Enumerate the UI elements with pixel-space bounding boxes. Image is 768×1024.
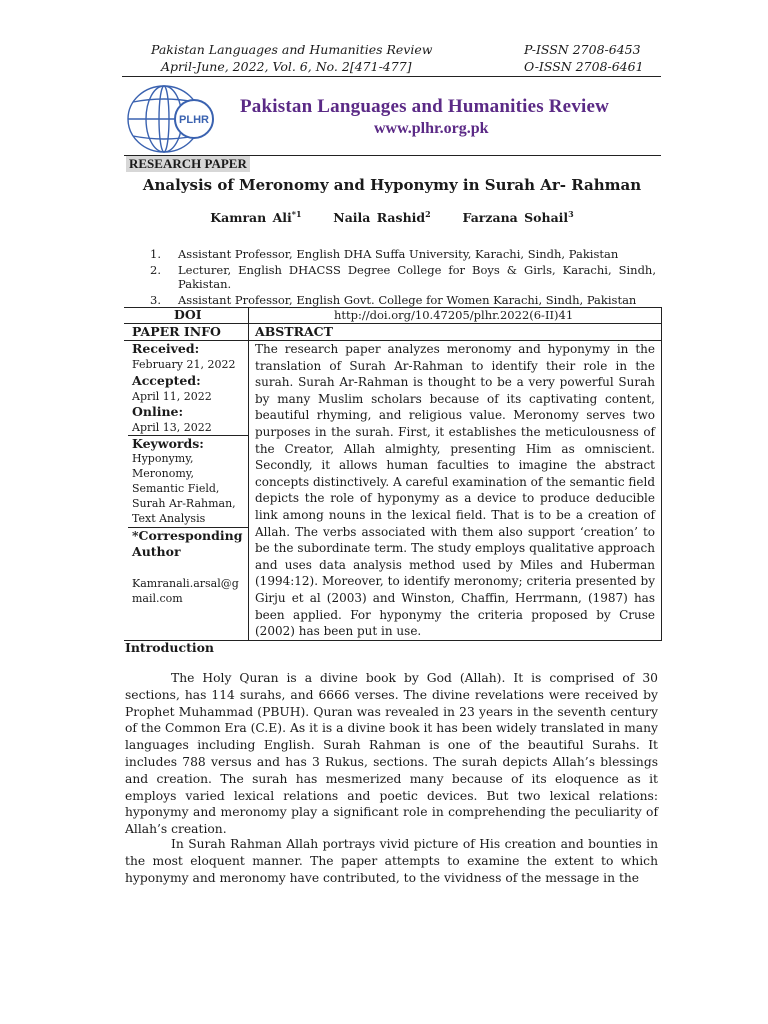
accepted-date: April 11, 2022 xyxy=(132,390,212,403)
author-name: Kamran Ali xyxy=(210,210,292,226)
journal-banner-title: Pakistan Languages and Humanities Review xyxy=(240,96,610,117)
keywords-label: Keywords: xyxy=(132,436,204,451)
author-name: Farzana Sohail xyxy=(462,210,569,226)
running-header-journal: Pakistan Languages and Humanities Review xyxy=(151,42,433,57)
svg-text:PLHR: PLHR xyxy=(179,114,209,126)
keyword-item: Semantic Field, xyxy=(132,482,220,495)
keyword-item: Meronomy, xyxy=(132,467,195,480)
online-date: April 13, 2022 xyxy=(132,421,212,434)
affiliation-number: 1. xyxy=(150,247,161,261)
doi-label: DOI xyxy=(174,307,202,322)
table-right-border xyxy=(661,307,662,640)
affiliation-number: 2. xyxy=(150,263,161,277)
introduction-heading: Introduction xyxy=(125,640,215,655)
running-header-oissn: O-ISSN 2708-6461 xyxy=(524,59,644,74)
doi-link[interactable]: http://doi.org/10.47205/plhr.2022(6-II)41 xyxy=(334,308,574,322)
corresponding-email-line2[interactable]: mail.com xyxy=(132,592,183,605)
affiliation-text: Lecturer, English DHACSS Degree College for Boys & Girls, Karachi, Sindh, Pakistan. xyxy=(178,263,656,291)
author-name: Naila Rashid xyxy=(333,210,426,226)
accepted-label: Accepted: xyxy=(132,373,201,388)
table-divider-vertical xyxy=(248,307,249,640)
affiliation-number: 3. xyxy=(150,293,161,307)
affiliation-text: Assistant Professor, English Govt. College for Women Karachi, Sindh, Pakistan xyxy=(178,293,637,307)
introduction-paragraph: The Holy Quran is a divine book by God (Allah). It is comprised of 30 sections, has 114 surahs, and 6666 verses. The divine revelations were received by Prophet Muhammad (PBUH). Quran was revealed in 23 years in the seventh century of the Common Era (C.E). As it is a divine book it has been widely translated in many languages including English. Surah Rahman is one of the beautiful Surahs. It includes 788 versus and has 3 Rukus, sections. The surah depicts Allah’s blessings and creation. The surah has mesmerized many because of its eloquence as it employs varied lexical relations and poetic devices. But two lexical relations: hyponymy and meronomy play a significant role in comprehending the peculiarity of Allah’s creation. xyxy=(125,671,658,837)
plhr-globe-logo-icon xyxy=(124,82,224,156)
running-header-issue: April-June, 2022, Vol. 6, No. 2[471-477] xyxy=(161,59,412,74)
paper-title: Analysis of Meronomy and Hyponymy in Surah Ar- Rahman xyxy=(142,176,642,194)
paper-type-label: RESEARCH PAPER xyxy=(126,156,250,172)
journal-url-link[interactable]: www.plhr.org.pk xyxy=(374,120,489,137)
keyword-item: Hyponymy, xyxy=(132,452,194,465)
paper-info-heading: PAPER INFO xyxy=(132,324,221,339)
received-label: Received: xyxy=(132,341,200,356)
author-sup: *1 xyxy=(291,209,302,219)
author-sup: 3 xyxy=(568,209,574,219)
corresponding-label-line2: Author xyxy=(132,544,181,559)
corresponding-email[interactable]: Kamranali.arsal@g xyxy=(132,577,239,590)
online-label: Online: xyxy=(132,404,184,419)
introduction-paragraph: In Surah Rahman Allah portrays vivid picture of His creation and bounties in the most eloquent manner. The paper attempts to examine the extent to which hyponymy and meronomy have contributed, to the vividness of the message in the xyxy=(125,837,658,885)
abstract-heading: ABSTRACT xyxy=(255,324,333,339)
keyword-item: Surah Ar-Rahman, xyxy=(132,497,236,510)
author-sup: 2 xyxy=(425,209,431,219)
corresponding-label: *Corresponding xyxy=(132,528,243,543)
affiliation-text: Assistant Professor, English DHA Suffa University, Karachi, Sindh, Pakistan xyxy=(178,247,619,261)
keyword-item: Text Analysis xyxy=(132,512,206,525)
abstract-text: The research paper analyzes meronomy and hyponymy in the translation of Surah Ar-Rahman to identify their role in the surah. Surah Ar-Rahman is thought to be a very powerful Surah by many Muslim scholars because of its captivating content, beautiful rhyming, and religious value. Meronomy serves two purposes in the surah. First, it establishes the meticulousness of the Creator, Allah almighty, presenting Him as omniscient. Secondly, it allows human faculties to imagine the abstract concepts distinctively. A careful examination of the semantic field depicts the role of hyponymy as a device to produce deducible link among nouns in the lexical field. That is to be a creation of Allah. The verbs associated with them also support ‘creation’ to be the subordinate term. The study employs qualitative approach and uses data analysis method used by Miles and Huberman (1994:12). Moreover, to identify meronomy; criteria presented by Girju et al (2003) and Winston, Chaffin, Herrmann, (1987) has been applied. For hyponymy the criteria proposed by Cruse (2002) has been put in use. xyxy=(255,342,655,639)
running-header-pissn: P-ISSN 2708-6453 xyxy=(524,42,641,57)
author-list xyxy=(126,209,658,225)
received-date: February 21, 2022 xyxy=(132,358,236,371)
header-rule xyxy=(122,76,661,77)
